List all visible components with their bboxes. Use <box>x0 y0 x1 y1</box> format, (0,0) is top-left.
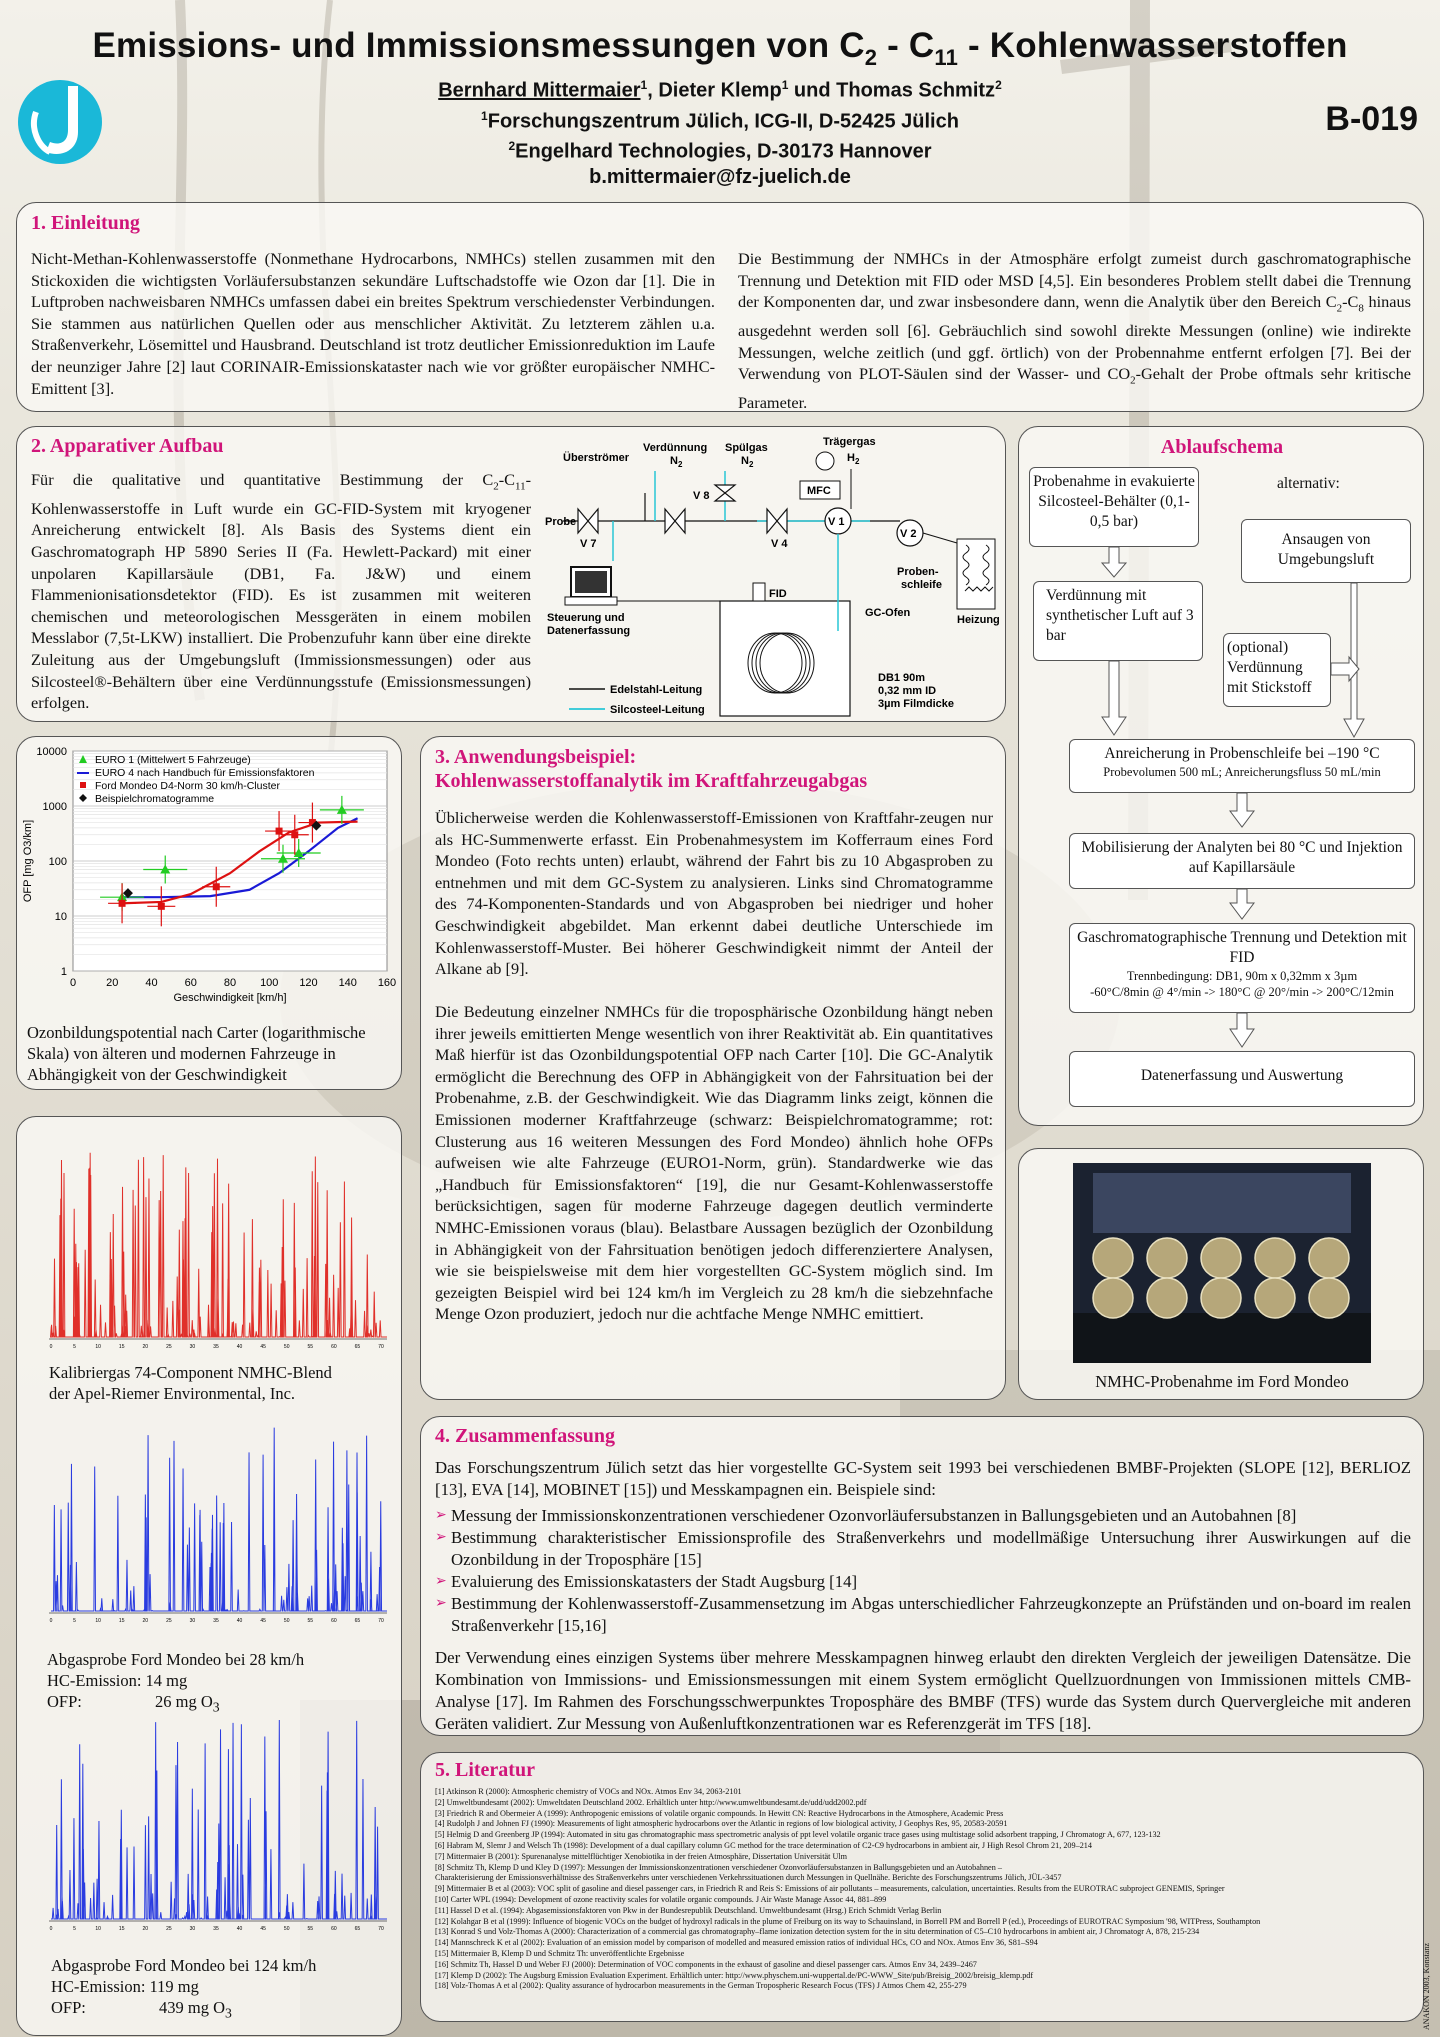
time-tick-label: 55 <box>307 1344 314 1350</box>
application-text-1: Üblicherweise werden die Kohlenwasserstoff-Emissionen von Kraftfahr-zeugen nur als HC-Summenwerte erfasst. Ein Probenahmesystem im Kofferraum eines Ford Mondeo (Foto rechts unten) erlaubt, während der Fahrt bis zu 10 Abgasproben zu entnehmen und mit dem GC-System zu analysieren. Links sind Chromatogramme des 74-Komponenten-Standards und von Abgasproben bei niedriger und hoher Geschwindigkeit abgebildet. Man erkennt dabei deutliche Unterschiede im Kohlenwasserstoff-Muster. Bei höherer Geschwindigkeit nimmt der Anteil der Alkane ab [9]. <box>435 808 993 979</box>
reference-item: [11] Hassel D et al. (1994): Abgasemissionsfaktoren von Pkw in der Bundesrepublik Deutschland. Umweltbundesamt (Hrsg.) Erich Schmidt Verlag Berlin <box>435 1905 942 1915</box>
label-mfc: MFC <box>807 485 831 497</box>
label-v8: V 8 <box>693 490 710 502</box>
section-title: 4. Zusammenfassung <box>435 1425 616 1447</box>
y-tick-label: 1000 <box>42 801 67 813</box>
affiliation-2: $^2$Engelhard Technologies, D-30173 Hannover <box>508 139 932 163</box>
x-tick-label: 120 <box>299 977 318 989</box>
time-tick-label: 0 <box>49 1344 53 1350</box>
reference-item: [2] Umweltbundesamt (2002): Umweltdaten Deutschland 2002. Erhältlich unter http://www.umweltbundesamt.de/udd/udd2002.pdf <box>435 1797 867 1807</box>
chromatograms-panel <box>16 1116 402 2036</box>
flow-box-gaschromatographie: Gaschromatographische Trennung und Detektion mit FID Trennbedingung: DB1, 90m x 0,32mm x 3µm -60°C/8min @ 4°/min -> 180°C @ 20°/min -> 200°C/12min <box>1069 923 1415 1013</box>
label-verduennung: Verdünnung <box>643 442 708 454</box>
authors: Bernhard Mittermaier$^1$, Dieter Klemp$^1$ und Thomas Schmitz$^2$ <box>438 78 1002 102</box>
flow-box-ansaugen: Ansaugen von Umgebungsluft <box>1241 519 1411 583</box>
gc-system-schematic <box>525 431 1003 721</box>
time-tick-label: 55 <box>307 1926 314 1932</box>
section-literatur <box>420 1752 1424 2022</box>
reference-item: [10] Carter WPL (1994): Development of ozone reactivity scales for volatile organic compounds. J Air Waste Manage Assoc 44, 881–899 <box>435 1894 887 1904</box>
reference-item: [4] Rudolph J and Johnen FJ (1990): Measurements of light atmospheric hydrocarbons over the Atlantic in regions of low biological activity, J Geophys Res, 95, 20583-20591 <box>435 1819 1008 1829</box>
data-point-mondeo <box>291 831 298 838</box>
legend-label: Ford Mondeo D4-Norm 30 km/h-Cluster <box>95 780 280 792</box>
reference-item: [12] Kolahgar B et al (1999): Influence of biogenic VOCs on the budget of hydroxyl radicals in the plume of Freiburg on its way to Schauinsland, in Borrell PM and Borrell P (ed.), Proceedings of EUROTRAC Symposium '98, WITPress, Southampton <box>435 1916 1261 1926</box>
section-einleitung <box>16 202 1424 412</box>
time-tick-label: 60 <box>331 1344 337 1350</box>
time-tick-label: 20 <box>142 1618 149 1624</box>
flow-box-optional: (optional) Verdünnung mit Stickstoff <box>1223 633 1331 707</box>
time-tick-label: 45 <box>260 1926 266 1932</box>
chrom1-caption: Kalibriergas 74-Component NMHC-Blend der Apel-Riemer Environmental, Inc. <box>49 1363 332 1403</box>
time-tick-label: 10 <box>95 1926 101 1932</box>
x-tick-label: 20 <box>106 977 119 989</box>
x-tick-label: 60 <box>184 977 197 989</box>
reference-item: [7] Mittermaier B (2001): Spurenanalyse mittelflüchtiger Xenobiotika in der freien Atmosphäre, Dissertation Universität Ulm <box>435 1851 847 1861</box>
sample-canister-icon <box>1309 1278 1349 1318</box>
time-tick-label: 60 <box>331 1926 337 1932</box>
label-n2b: $N_2$ <box>741 455 754 469</box>
reference-item: [13] Konrad S und Volz-Thomas A (2000): Characterization of a commercial gas chromatography–flame ionization detection system for the in situ determination of C5–C10 hydrocarbons in ambient air, J Chromatogr A, 878, 215-234 <box>435 1927 1200 1937</box>
sample-canister-icon <box>1093 1238 1133 1278</box>
summary-outro: Der Verwendung eines einzigen Systems über mehrere Messkampagnen hinweg erlaubt den direkten Vergleich der jeweiligen Datensätze. Die Kombination von Immissions- und Emissionsmessungen mit einem System ermöglicht Quellzuordnungen von Immissionen mittels CMB-Analyse [17]. Im Rahmen des Forschungsschwerpunktes Troposphäre des BMBF (TFS) wurde das System durch Quervergleiche mit anderen Geräten validiert. Zur Messung von Außenluftkonzentrationen war es Referenzgerät im TFS [18]. <box>435 1648 1411 1733</box>
arrow-down-icon <box>1344 583 1364 737</box>
sample-canister-icon <box>1147 1238 1187 1278</box>
gauge-icon <box>816 452 834 470</box>
time-tick-label: 40 <box>236 1926 243 1932</box>
affiliation-1: $^1$Forschungszentrum Jülich, ICG-II, D-52425 Jülich <box>481 108 959 133</box>
x-tick-label: 40 <box>145 977 158 989</box>
label-traegergas: Trägergas <box>823 436 876 448</box>
summary-intro: Das Forschungszentrum Jülich setzt das hier vorgestellte GC-System seit 1993 bei verschiedenen BMBF-Projekten (SLOPE [12], BERLIOZ [13], EVA [14], MOBINET [15]) und Messkampagnen ein. Beispiele sind: <box>435 1458 1411 1499</box>
label-heizung: Heizung <box>957 614 1000 626</box>
flow-arrows <box>1019 427 1425 1127</box>
label-column-2: 0,32 mm ID <box>878 685 937 697</box>
valve-v4-icon <box>767 509 787 533</box>
label-v7: V 7 <box>580 538 597 550</box>
chromatogram-calibration <box>33 1131 393 1461</box>
time-tick-label: 5 <box>73 1618 76 1624</box>
photo-caption: NMHC-Probenahme im Ford Mondeo <box>1095 1372 1349 1391</box>
legend-silcosteel: Silcosteel-Leitung <box>610 704 705 716</box>
label-v1: V 1 <box>828 516 845 528</box>
time-tick-label: 25 <box>166 1618 172 1624</box>
flow-alternativ: alternativ: <box>1277 475 1340 492</box>
chromatogram-trace <box>51 1720 387 1919</box>
reference-item: [16] Schmitz Th, Hassel D und Weber FJ (2000): Determination of VOC components in the exhaust of gasoline and diesel passenger cars. Atmos Env 34, 2439–2467 <box>435 1959 977 1969</box>
ofp-chart <box>17 737 403 1027</box>
poster-id: B-019 <box>1325 100 1418 138</box>
time-tick-label: 35 <box>213 1344 219 1350</box>
legend-edelstahl: Edelstahl-Leitung <box>610 684 703 696</box>
time-tick-label: 45 <box>260 1344 266 1350</box>
section-title: 5. Literatur <box>435 1759 535 1781</box>
label-probenschleife-2: schleife <box>901 579 942 591</box>
legend-label: EURO 1 (Mittelwert 5 Fahrzeuge) <box>95 754 251 766</box>
email: b.mittermaier@fz-juelich.de <box>589 165 851 188</box>
time-tick-label: 25 <box>166 1926 172 1932</box>
time-tick-label: 0 <box>49 1926 53 1932</box>
poster-header <box>0 0 1440 190</box>
y-axis-label: OFP [mg O3/km] <box>22 819 34 903</box>
flow-box-mobilisierung: Mobilisierung der Analyten bei 80 °C und Injektion auf Kapillarsäule <box>1069 833 1415 889</box>
time-tick-label: 50 <box>283 1344 290 1350</box>
y-tick-label: 10000 <box>36 746 67 758</box>
flow-title: Ablaufschema <box>1160 436 1284 458</box>
label-steuerung: Steuerung und <box>547 612 625 624</box>
x-tick-label: 140 <box>338 977 357 989</box>
data-point-mondeo <box>276 828 283 835</box>
x-tick-label: 100 <box>260 977 279 989</box>
chromatogram-28kmh <box>33 1423 393 1645</box>
label-gc-ofen: GC-Ofen <box>865 607 911 619</box>
time-tick-label: 60 <box>331 1618 337 1624</box>
chrom3-caption: Abgasprobe Ford Mondeo bei 124 km/h HC-Emission: 119 mg OFP: 439 mg $O_3$ <box>51 1956 317 2021</box>
time-tick-label: 70 <box>378 1344 384 1350</box>
valve-icon <box>665 509 685 533</box>
sample-canister-icon <box>1309 1238 1349 1278</box>
fid-detector-icon <box>753 583 765 601</box>
arrow-down-icon <box>1230 1013 1254 1047</box>
chrom2-caption: Abgasprobe Ford Mondeo bei 28 km/h HC-Emission: 14 mg OFP: 26 mg $O_3$ <box>47 1650 305 1715</box>
time-tick-label: 65 <box>354 1344 361 1350</box>
data-point-mondeo <box>213 883 220 890</box>
sample-canister-icon <box>1255 1238 1295 1278</box>
flow-box-probenahme: Probenahme in evakuierte Silcosteel-Behälter (0,1-0,5 bar) <box>1029 467 1199 547</box>
fz-juelich-logo-icon <box>16 76 104 168</box>
car-trunk-photo <box>1073 1163 1371 1363</box>
time-tick-label: 20 <box>142 1344 149 1350</box>
flow-box-anreicherung: Anreicherung in Probenschleife bei –190 °C Probevolumen 500 mL; Anreicherungsfluss 50 mL/min <box>1069 739 1415 793</box>
section-ablaufschema <box>1018 426 1424 1126</box>
y-tick-label: 1 <box>60 966 67 978</box>
list-item: ➢ Bestimmung der Kohlenwasserstoff-Zusammensetzung im Abgas unterschiedlicher Fahrzeugkonzepte an Prüfständen und on-board im realen Straßenverkehr [15,16] <box>435 1593 1411 1637</box>
time-tick-label: 30 <box>189 1926 196 1932</box>
application-text-2: Die Bedeutung einzelner NMHCs für die troposphärische Ozonbildung hängt neben ihrer jeweils emittierten Menge wesentlich von ihrer Reaktivität ab. Ein quantitatives Maß hierfür ist das Ozonbildungspotential OFP nach Carter [10]. Die GC-Analytik ermöglicht die Berechnung des OFP in Abhängigkeit von der Fahrsituation bei der Probenahme, z.B. der Geschwindigkeit. Wie das Diagramm links zeigt, können die Emissionen moderner Kraftfahrzeuge (schwarz: Beispielchromatogramme; rot: Clusterung aus 16 weiteren Messungen des Ford Mondeo) ähnlich hohe OFPs aufweisen wie alte Fahrzeuge (EURO1-Norm, grün). Standardwerke wie das „Handbuch für Emissionsfaktoren“ [19], die nur Gesamt-Kohlenwasserstoffe berücksichtigen, sagen für moderne Fahrzeuge dagegen deutlich verminderte NMHC-Emissionen voraus (blau). Belastbare Aussagen bezüglich der Ozonbildung in Abhängigkeit von der Fahrsituation benötigen jedoch differenziertere Analysen, wie sie beispielsweise mit dem hier vorgestellten GC-System möglich sind. Im gezeigten Beispiel wird bei 124 km/h im Vergleich zu 28 km/h die siebzehnfache Menge Ozon produziert, jedoch nur die achtfache Menge NMHC emittiert. <box>435 1002 993 1324</box>
summary-bullets <box>435 1505 1411 1637</box>
list-item: ➢ Evaluierung des Emissionskatasters der Stadt Augsburg [14] <box>435 1571 1411 1593</box>
time-tick-label: 10 <box>95 1618 101 1624</box>
reference-list <box>435 1787 1415 1992</box>
time-tick-label: 15 <box>118 1344 125 1350</box>
label-column-1: DB1 90m <box>878 672 926 684</box>
time-tick-label: 55 <box>307 1618 314 1624</box>
intro-left-text: Nicht-Methan-Kohlenwasserstoffe (Nonmethane Hydrocarbons, NMHCs) stellen zusammen mit den Stickoxiden die wichtigsten Vorläufersubstanzen sekundäre Luftschadstoffe wie Ozon dar [1]. Die in Luftproben nachweisbaren NMHCs umfassen dabei ein breites Spektrum verschiedenster Verbindungen. Sie stammen aus natürlichen Quellen oder aus menschlicher Aktivität. Zu letzterem zählen u.a. Straßenverkehr, Lösemittel und Hausbrand. Deutschland ist trotz deutlicher Emissionreduktion im Laufe der neunziger Jahre [2] laut CORINAIR-Emissionskataster nach wie vor größter europäischer NMHC-Emittent [3]. <box>31 249 715 398</box>
time-tick-label: 65 <box>354 1926 361 1932</box>
reference-item: [3] Friedrich R and Obermeier A (1999): Anthropogenic emissions of volatile organic compounds. In Hewitt CN: Reactive Hydrocarbons in the Atmosphere, Academic Press <box>435 1808 1004 1818</box>
gc-oven-box <box>720 601 850 716</box>
data-point-mondeo <box>158 903 165 910</box>
chromatogram-124kmh <box>33 1717 393 1953</box>
reference-item: [18] Volz-Thomas A et al (2002): Quality assurance of hydrocarbon measurements in the German Tropospheric Research Focus (TFS) J Atmos Chem 42, 255-279 <box>435 1981 967 1991</box>
label-h2: $H_2$ <box>847 452 860 466</box>
time-tick-label: 70 <box>378 1926 384 1932</box>
section-zusammenfassung <box>420 1416 1424 1736</box>
label-datenerfassung: Datenerfassung <box>547 625 631 637</box>
time-tick-label: 10 <box>95 1344 101 1350</box>
time-tick-label: 30 <box>189 1344 196 1350</box>
arrow-down-icon <box>1230 889 1254 919</box>
y-tick-label: 100 <box>48 856 67 868</box>
valve-v8-icon <box>715 485 735 501</box>
reference-item: [6] Habram M, Slemr J and Welsch Th (1998): Development of a dual capillary column GC method for the trace determination of C2-C9 hydrocarbons in ambient air, J High Resol Chrom 21, 209–214 <box>435 1840 1092 1850</box>
flow-box-verduennung: Verdünnung mit synthetischer Luft auf 3 bar <box>1033 581 1203 661</box>
conference-note: ANAKON 2003, Konstanz <box>1422 1943 1431 2030</box>
time-tick-label: 0 <box>49 1618 53 1624</box>
reference-item: [8] Schmitz Th, Klemp D und Kley D (1997): Messungen der Immissionskonzentrationen verschiedener Ozonvorläufersubstanzen in Ballungsgebieten und an Autobahnen – <box>435 1862 1002 1872</box>
reference-item: [14] Mannschreck K et al (2002): Evaluation of an emission model by comparison of modelled and measured emission ratios of individual HCs, CO and NOx. Atmos Env 36, S81–S94 <box>435 1938 1038 1948</box>
list-item: ➢ Messung der Immissionskonzentrationen verschiedener Ozonvorläufersubstanzen in Ballungsgebieten und an Autobahnen [8] <box>435 1505 1411 1527</box>
x-tick-label: 80 <box>223 977 237 989</box>
reference-item: [1] Atkinson R (2000): Atmospheric chemistry of VOCs and NOx. Atmos Env 34, 2063-2101 <box>435 1787 742 1796</box>
label-fid: FID <box>769 588 787 600</box>
legend-label: Beispielchromatogramme <box>95 793 215 805</box>
ofp-chart-caption: Ozonbildungspotential nach Carter (logarithmische Skala) von älteren und modernen Fahrzeuge in Abhängigkeit von der Geschwindigkeit <box>27 1023 366 1084</box>
time-tick-label: 25 <box>166 1344 172 1350</box>
section-title: 3. Anwendungsbeispiel: Kohlenwasserstoffanalytik im Kraftfahrzeugabgas <box>435 746 868 792</box>
section-anwendungsbeispiel <box>420 736 1006 1400</box>
sample-canister-icon <box>1255 1278 1295 1318</box>
y-tick-label: 10 <box>54 911 67 923</box>
section-title: 1. Einleitung <box>31 212 140 234</box>
time-tick-label: 35 <box>213 1926 219 1932</box>
list-item: ➢ Bestimmung charakteristischer Emissionsprofile des Straßenverkehrs und modellmäßige Untersuchung ihrer Auswirkungen auf die Ozonbildung in der Troposphäre [15] <box>435 1527 1411 1571</box>
reference-item: [17] Klemp D (2002): The Augsburg Emission Evaluation Experiment. Erhältlich unter: http://www.physchem.uni-wuppertal.de/PC-WWW_Site/pub/Breisig_2002/breisig_klemp.pdf <box>435 1970 1034 1980</box>
time-tick-label: 30 <box>189 1618 196 1624</box>
time-tick-label: 50 <box>283 1926 290 1932</box>
x-tick-label: 0 <box>69 977 77 989</box>
label-ueberstroemer: Überströmer <box>563 452 630 464</box>
label-probe: Probe <box>545 516 577 528</box>
reference-item: [15] Mittermaier B, Klemp D und Schmitz Th: unveröffentlichte Ergebnisse <box>435 1948 685 1958</box>
sample-canister-icon <box>1147 1278 1187 1318</box>
setup-text: Für die qualitative und quantitative Bestimmung der $C_2-C_{11}$-Kohlenwasserstoffe in Luft wurde ein GC-FID-System mit kryogener Anreicherung entwickelt [8]. Als Basis des Systems dient ein Gaschromatograph HP 5890 Series II (Fa. Hewlett-Packard) mit einer unpolaren Kapillarsäule (DB1, Fa. J&W) und einem Flammenionisationsdetektor (FID). Es ist zusammen mit weiteren chemischen und meteorologischen Messgeräten in einem mobilen Messlabor (7,5t-LKW) installiert. Die Probenzufuhr kann über eine direkte Zuleitung aus der Umgebungsluft (Immissionsmessungen) oder aus Silcosteel®-Behältern über eine Verdünnungsstufe (Emissionsmessungen) erfolgen. <box>31 470 531 713</box>
label-n2: $N_2$ <box>670 455 683 469</box>
arrow-down-icon <box>1102 661 1126 735</box>
time-tick-label: 50 <box>283 1618 290 1624</box>
poster-title: Emissions- und Immissionsmessungen von $C_2 - C_{11}$ - Kohlenwasserstoffen <box>92 26 1348 70</box>
photo-panel <box>1018 1148 1424 1400</box>
sample-canister-icon <box>1201 1278 1241 1318</box>
time-tick-label: 65 <box>354 1618 361 1624</box>
time-tick-label: 5 <box>73 1344 76 1350</box>
intro-right-text: Die Bestimmung der NMHCs in der Atmosphäre erfolgt zumeist durch gaschromatographische Trennung und Detektion mit FID oder MSD [4,5]. Ein besonderes Problem stellt dabei die Trennung der Komponenten dar, und zwar insbesondere dann, wenn die Analytik über den Bereich $C_2-C_8$ hinaus ausgedehnt werden soll [6]. Gebräuchlich sind sowohl direkte Messungen (online) wie indirekte Messungen, welche zeitlich (und ggf. örtlich) von der Probennahme entfernt erfolgen [7]. Bei der Verwendung von PLOT-Säulen sind der Wasser- und $CO_2$-Gehalt der Probe oftmals sehr kritische Parameter. <box>738 249 1411 413</box>
chromatogram-trace <box>51 1153 387 1337</box>
legend-swatch <box>80 782 86 788</box>
time-tick-label: 35 <box>213 1618 219 1624</box>
label-spuelgas: Spülgas <box>725 442 768 454</box>
valve-v7-icon <box>578 509 598 533</box>
label-v4: V 4 <box>771 538 788 550</box>
time-tick-label: 15 <box>118 1618 125 1624</box>
ofp-chart-panel <box>16 736 402 1090</box>
time-tick-label: 15 <box>118 1926 125 1932</box>
x-tick-label: 160 <box>377 977 397 989</box>
time-tick-label: 20 <box>142 1926 149 1932</box>
chromatogram-trace <box>51 1428 387 1611</box>
section-apparativer-aufbau <box>16 426 1006 722</box>
time-tick-label: 40 <box>236 1344 243 1350</box>
flow-box-datenerfassung: Datenerfassung und Auswertung <box>1069 1051 1415 1107</box>
time-tick-label: 40 <box>236 1618 243 1624</box>
arrow-down-icon <box>1102 547 1126 577</box>
sample-canister-icon <box>1093 1278 1133 1318</box>
label-probenschleife: Proben- <box>897 566 939 578</box>
reference-item: [9] Mittermaier B et al (2003): VOC split of gasoline and diesel passenger cars, in Friedrich R and Reis S: Emissions of air pollutants – measurements, calculation, uncertainties. Results from the EUROTRAC subproject GENEMIS, Springer <box>435 1884 1225 1894</box>
time-tick-label: 70 <box>378 1618 384 1624</box>
sample-canister-icon <box>1201 1238 1241 1278</box>
x-axis-label: Geschwindigkeit [km/h] <box>173 992 287 1004</box>
arrow-down-icon <box>1230 793 1254 827</box>
label-v2: V 2 <box>900 528 917 540</box>
section-title: 2. Apparativer Aufbau <box>31 435 224 457</box>
label-column-3: 3µm Filmdicke <box>878 698 955 710</box>
reference-item: [5] Helmig D and Greenberg JP (1994): Automated in situ gas chromatographic mass spectrometric analysis of ppt level volatile organic trace gases using multistage solid adsorbent trapping, J Chromatogr A, 677, 123-132 <box>435 1830 1161 1840</box>
time-tick-label: 5 <box>73 1926 76 1932</box>
reference-item: Charakterisierung der Emissionsverhältnisse des Straßenverkehrs unter verschiedenen Verkehrssituationen durch Messungen in Quellnähe. Berichte des Forschungszentrums Jülich, JÜL-3457 <box>435 1873 1062 1883</box>
time-tick-label: 45 <box>260 1618 266 1624</box>
legend-label: EURO 4 nach Handbuch für Emissionsfaktoren <box>95 767 315 779</box>
data-point-mondeo <box>119 900 126 907</box>
